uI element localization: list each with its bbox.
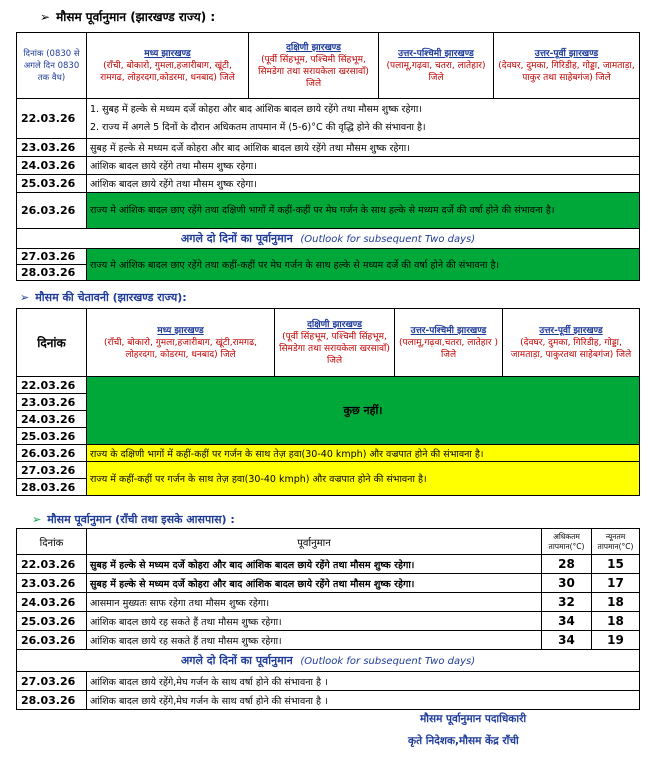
- warning-cell-yellow: राज्य में कहीं-कहीं पर गर्जन के साथ तेज़ हवा(30-40 kmph) और वज्रपात होने की संभावना है।: [87, 462, 640, 496]
- row-date: 26.03.26: [17, 445, 87, 462]
- max-temp: 34: [542, 612, 592, 631]
- outlook-heading: अगले दो दिनों का पूर्वानुमान (Outlook for subsequent Two days): [17, 650, 640, 672]
- region-central: मध्य झारखण्ड (राँची, बोकारो, गुमला,हजारीबाग, खूंटी, रामगढ, लोहरदगा,कोडरमा, धनबाद) जिले: [87, 33, 249, 99]
- row-date: 25.03.26: [17, 612, 87, 631]
- ranchi-forecast-table: [16, 528, 640, 710]
- outlook-cell-green: राज्य मे आंशिक बादल छाए रहेंगे तथा कहीं-कहीं पर मेघ गर्जन के साथ हल्के से मध्यम दर्जे की वर्षा होने की संभावना है।: [87, 249, 640, 281]
- forecast-text: आंशिक बादल छाये रह सकते हैं तथा मौसम शुष्क रहेगा।: [87, 631, 542, 650]
- region-south: दक्षिणी झारखण्ड (पूर्वी सिंहभूम, पश्चिमी सिंहभूम, सिमडेगा तथा सरायकेला खरसावाँ) जिले: [249, 33, 379, 99]
- row-date: 22.03.26: [17, 377, 87, 394]
- row-date: 25.03.26: [17, 175, 87, 193]
- no-warning-cell: कुछ नहीं।: [87, 377, 640, 445]
- row-date: 28.03.26: [17, 265, 87, 281]
- forecast-text: आंशिक बादल छाये रह सकते हैं तथा मौसम शुष्क रहेगा।: [87, 612, 542, 631]
- max-temp: 34: [542, 631, 592, 650]
- row-date: 23.03.26: [17, 139, 87, 157]
- row-date: 23.03.26: [17, 394, 87, 411]
- region-northwest: उत्तर-पश्चिमी झारखण्ड (पलामू,गढ़वा, चतरा, लातेहार) जिले: [379, 33, 494, 99]
- row-date: 24.03.26: [17, 157, 87, 175]
- forecast-text: आंशिक बादल छाये रहेंगे,मेघ गर्जन के साथ वर्षा होने की संभावना है ।: [87, 672, 640, 691]
- max-temp: 32: [542, 593, 592, 612]
- date-header: दिनांक: [17, 309, 87, 377]
- row-date: 24.03.26: [17, 411, 87, 428]
- max-temp: 30: [542, 574, 592, 593]
- col-forecast-header: पूर्वानुमान: [87, 529, 542, 555]
- min-temp: 15: [592, 555, 640, 574]
- date-header: दिनांक (0830 से अगले दिन 0830 तक वैध): [17, 33, 87, 99]
- row-date: 26.03.26: [17, 193, 87, 229]
- signature-title: मौसम पूर्वानुमान पदाधिकारी: [420, 713, 527, 725]
- row-date: 28.03.26: [17, 479, 87, 496]
- forecast-text: आसमान मुख्यतः साफ रहेगा तथा मौसम शुष्क रहेगा।: [87, 593, 542, 612]
- outlook-heading: अगले दो दिनों का पूर्वानुमान (Outlook for subsequent Two days): [17, 229, 640, 249]
- row-date: 22.03.26: [17, 555, 87, 574]
- row-date: 28.03.26: [17, 691, 87, 710]
- forecast-text: आंशिक बादल छाये रहेंगे,मेघ गर्जन के साथ वर्षा होने की संभावना है ।: [87, 691, 640, 710]
- arrow-icon: ➢: [32, 513, 42, 526]
- forecast-cell: 1. सुबह में हल्के से मध्यम दर्जे कोहरा और बाद आंशिक बादल छाये रहेंगे तथा मौसम शुष्क रहेगा। 2. राज्य में अगले 5 दिनों के दौरान अधिकतम तापमान में (5-6)°C की वृद्धि होने की संभावना है।: [87, 99, 640, 139]
- col-min-header: न्यूनतम तापमान(°C): [592, 529, 640, 555]
- region-northwest: उत्तर-पश्चिमी झारखण्ड (पलामू,गढ़वा,चतरा, लातेहार ) जिले: [395, 309, 503, 377]
- state-forecast-table: [16, 32, 640, 281]
- forecast-text: सुबह में हल्के से मध्यम दर्जे कोहरा और बाद आंशिक बादल छाये रहेंगे तथा मौसम शुष्क रहेगा।: [87, 574, 542, 593]
- col-max-header: अधिकतम तापमान(°C): [542, 529, 592, 555]
- forecast-cell: आंशिक बादल छाये रहेंगे तथा मौसम शुष्क रहेगा।: [87, 157, 640, 175]
- forecast-cell: सुबह में हल्के से मध्यम दर्जे कोहरा और बाद आंशिक बादल छाये रहेंगे तथा मौसम शुष्क रहेगा।: [87, 139, 640, 157]
- warning-table: [16, 308, 640, 496]
- min-temp: 19: [592, 631, 640, 650]
- signature-office: कृते निदेशक,मौसम केंद्र राँची: [408, 735, 519, 747]
- arrow-icon: ➢: [20, 291, 30, 304]
- region-central: मध्य झारखण्ड (राँची, बोकारो, गुमला,हजारीबाग, खूंटी,रामगढ, लोहरदगा, कोडरमा, धनबाद) जिले: [87, 309, 275, 377]
- forecast-text: सुबह में हल्के से मध्यम दर्जे कोहरा और बाद आंशिक बादल छाये रहेंगे तथा मौसम शुष्क रहेगा।: [87, 555, 542, 574]
- min-temp: 17: [592, 574, 640, 593]
- region-northeast: उत्तर-पूर्वी झारखण्ड (देवघर, दुमका, गिरिडीह, गोड्डा, जामताड़ा, पाकुर तथा साहेबगंज) जिले: [494, 33, 640, 99]
- row-date: 25.03.26: [17, 428, 87, 445]
- row-date: 27.03.26: [17, 672, 87, 691]
- row-date: 27.03.26: [17, 462, 87, 479]
- row-date: 26.03.26: [17, 631, 87, 650]
- section2-heading: ➢ मौसम की चेतावनी (झारखण्ड राज्य):: [20, 291, 187, 304]
- max-temp: 28: [542, 555, 592, 574]
- forecast-cell: आंशिक बादल छाये रहेंगे तथा मौसम शुष्क रहेगा।: [87, 175, 640, 193]
- row-date: 23.03.26: [17, 574, 87, 593]
- section3-heading: ➢ मौसम पूर्वानुमान (राँची तथा इसके आसपास) :: [32, 513, 235, 526]
- region-northeast: उत्तर-पूर्वी झारखण्ड (देवघर, दुमका, गिरिडीह, गोड्डा, जामताड़ा, पाकुरतथा साहेबगंज) जिले: [503, 309, 640, 377]
- arrow-icon: ➢: [40, 10, 51, 24]
- warning-cell-yellow: राज्य के दक्षिणी भागों में कहीं-कहीं पर गर्जन के साथ तेज़ हवा(30-40 kmph) और वज्रपात होने की संभावना है।: [87, 445, 640, 462]
- min-temp: 18: [592, 593, 640, 612]
- region-south: दक्षिणी झारखण्ड (पूर्वी सिंहभूम, पश्चिमी सिंहभूम, सिमडेगा तथा सरायकेला खरसावाँ) जिले: [275, 309, 395, 377]
- forecast-cell-green: राज्य मे आंशिक बादल छाए रहेंगे तथा दक्षिणी भागों में कहीं-कहीं पर मेघ गर्जन के साथ हल्के से मध्यम दर्जे की वर्षा होने की संभावना है।: [87, 193, 640, 229]
- col-date-header: दिनांक: [17, 529, 87, 555]
- row-date: 24.03.26: [17, 593, 87, 612]
- row-date: 27.03.26: [17, 249, 87, 265]
- section1-heading: ➢ मौसम पूर्वानुमान (झारखण्ड राज्य) :: [40, 10, 216, 24]
- min-temp: 18: [592, 612, 640, 631]
- row-date: 22.03.26: [17, 99, 87, 139]
